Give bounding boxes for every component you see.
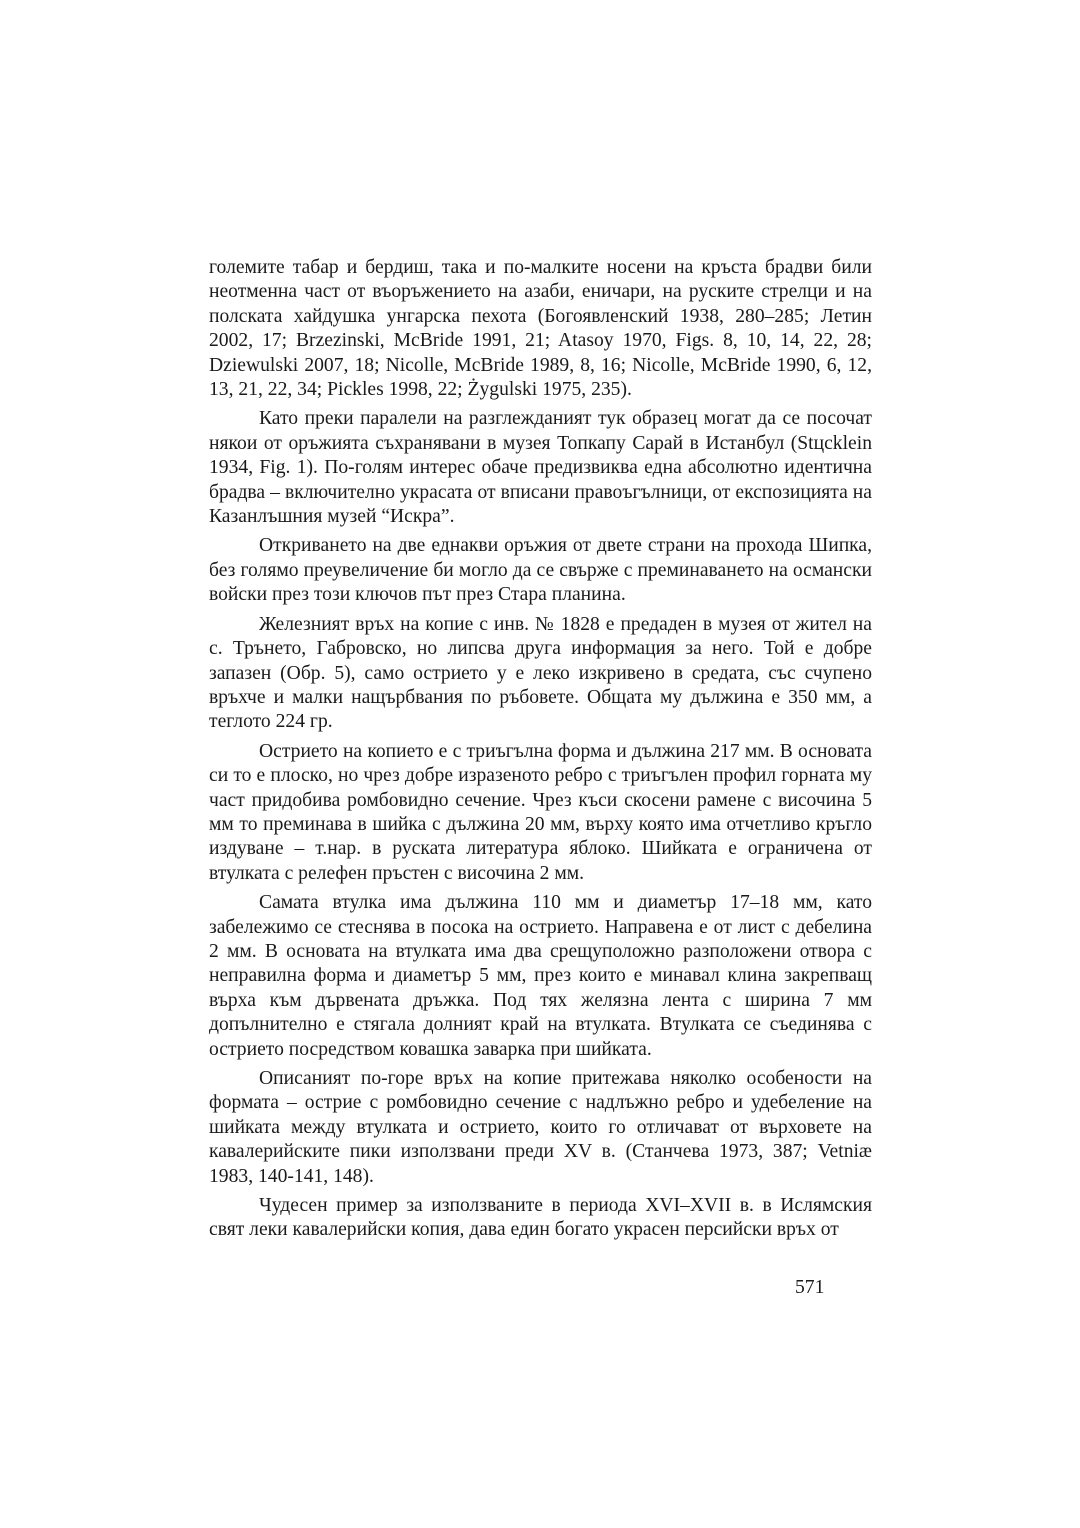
paragraph: големите табар и бердиш, така и по-малките носени на кръста брадви били неотменна част от въоръжението на азаби, еничари, на руските стрелци и на полската хайдушка унгарска пехота (Богоявленский 1938, 280–285; Летин 2002, 17; Brzezinski, McBride 1991, 21; Atasoy 1970, Figs. 8, 10, 14, 22, 28; Dziewulski 2007, 18; Nicolle, McBride 1989, 8, 16; Nicolle, McBride 1990, 6, 12, 13, 21, 22, 34; Pickles 1998, 22; Żygulski 1975, 235). [209, 257, 872, 401]
paragraph: Като преки паралели на разглежданият тук образец могат да се посочат някои от оръжията съхранявани в музея Топкапу Сарай в Истанбул (Stцcklein 1934, Fig. 1). По-голям интерес обаче предизвиква една абсолютно идентична брадва – включително украсата от вписани правоъгълници, от експозицията на Казанлъшния музей “Искра”. [209, 408, 872, 528]
paragraph: Откриването на две еднакви оръжия от двете страни на прохода Шипка, без голямо преувеличение би могло да се свърже с преминаването на османски войски през този ключов път през Стара планина. [209, 535, 872, 606]
paragraph: Чудесен пример за използваните в периода XVI–XVII в. в Ислямския свят леки кавалерийски копия, дава един богато украсен персийски връх от [209, 1195, 872, 1241]
paragraph: Описаният по-горе връх на копие притежава няколко особености на формата – острие с ромбовидно сечение с надлъжно ребро и удебеление на шийката между втулката и острието, които го отличават от върховете на кавалерийските пики използвани преди XV в. (Станчева 1973, 387; Vetniæ 1983, 140-141, 148). [209, 1068, 872, 1187]
paragraph: Самата втулка има дължина 110 мм и диаметър 17–18 мм, като забележимо се стеснява в посока на острието. Направена е от лист с дебелина 2 мм. В основата на втулката има два срещуположно разположени отвора с неправилна форма и диаметър 5 мм, през които е минавал клина закрепващ върха към дървената дръжка. Под тях желязна лента с ширина 7 мм допълнително е стягала долният край на втулката. Втулката се съединява с острието посредством ковашка заварка при шийката. [209, 892, 872, 1060]
paragraph: Острието на копието е с триъгълна форма и дължина 217 мм. В основата си то е плоско, но чрез добре изразеното ребро с триъгълен профил горната му част придобива ромбовидно сечение. Чрез къси скосени рамене с височина 5 мм то преминава в шийка с дължина 20 мм, върху която има отчетливо кръгло издуване – т.нар. в руската литература яблоко. Шийката е ограничена от втулката с релефен пръстен с височина 2 мм. [209, 740, 872, 884]
page-body [209, 256, 872, 1248]
page-number: 571 [795, 1277, 825, 1298]
paragraph: Железният връх на копие с инв. № 1828 е предаден в музея от жител на с. Трънето, Габровско, но липсва друга информация за него. Той е добре запазен (Обр. 5), само острието у е леко изкривено в средата, със счупено връхче и малки нащърбвания по ръбовете. Общата му дължина е 350 мм, а теглото 224 гр. [209, 613, 872, 733]
